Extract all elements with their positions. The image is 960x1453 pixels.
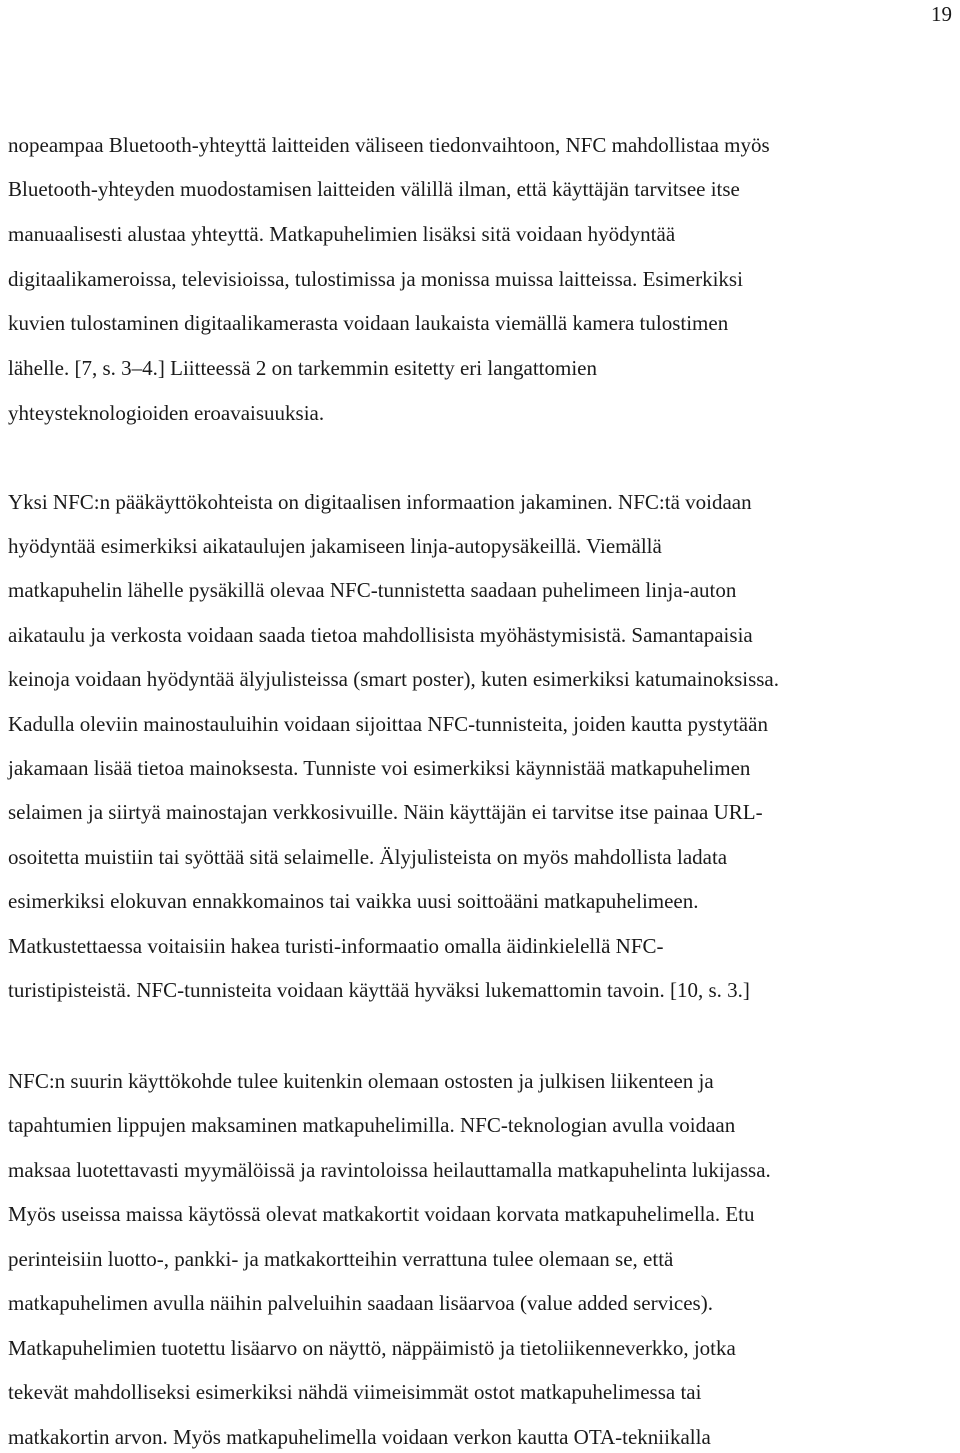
paragraph-line: manuaalisesti alustaa yhteyttä. Matkapuhelimien lisäksi sitä voidaan hyödyntää bbox=[8, 222, 676, 246]
paragraph-line: hyödyntää esimerkiksi aikataulujen jakamiseen linja-autopysäkeillä. Viemällä bbox=[8, 534, 662, 558]
paragraph-line: NFC:n suurin käyttökohde tulee kuitenkin olemaan ostosten ja julkisen liikenteen ja bbox=[8, 1069, 714, 1093]
paragraph-line: tekevät mahdolliseksi esimerkiksi nähdä viimeisimmät ostot matkapuhelimessa tai bbox=[8, 1380, 702, 1404]
paragraph-line: maksaa luotettavasti myymälöissä ja ravintoloissa heilauttamalla matkapuhelinta lukijassa. bbox=[8, 1158, 771, 1182]
paragraph-line: Yksi NFC:n pääkäyttökohteista on digitaalisen informaation jakaminen. NFC:tä voidaan bbox=[8, 490, 752, 514]
paragraph-line: keinoja voidaan hyödyntää älyjulisteissa (smart poster), kuten esimerkiksi katumainoksissa. bbox=[8, 667, 780, 691]
paragraph-line: jakamaan lisää tietoa mainoksesta. Tunniste voi esimerkiksi käynnistää matkapuhelimen bbox=[8, 756, 751, 780]
paragraph-line: Bluetooth-yhteyden muodostamisen laitteiden välillä ilman, että käyttäjän tarvitsee itse bbox=[8, 177, 740, 201]
paragraph-line: selaimen ja siirtyä mainostajan verkkosivuille. Näin käyttäjän ei tarvitse itse painaa URL- bbox=[8, 800, 763, 824]
paragraph-line: osoitetta muistiin tai syöttää sitä selaimelle. Älyjulisteista on myös mahdollista ladata bbox=[8, 845, 728, 869]
paragraph-line: digitaalikameroissa, televisioissa, tulostimissa ja monissa muissa laitteissa. Esimerkiksi bbox=[8, 267, 743, 291]
paragraph-line: Kadulla oleviin mainostauluihin voidaan sijoittaa NFC-tunnisteita, joiden kautta pystytään bbox=[8, 712, 768, 736]
paragraph-line: Matkapuhelimien tuotettu lisäarvo on näyttö, näppäimistö ja tietoliikenneverkko, jotka bbox=[8, 1336, 736, 1360]
paragraph-line: matkapuhelin lähelle pysäkillä olevaa NFC-tunnistetta saadaan puhelimeen linja-auton bbox=[8, 578, 737, 602]
paragraph-line: kuvien tulostaminen digitaalikamerasta voidaan laukaista viemällä kamera tulostimen bbox=[8, 311, 729, 335]
paragraph-line: matkakortin arvon. Myös matkapuhelimella voidaan verkon kautta OTA-tekniikalla bbox=[8, 1425, 711, 1449]
paragraph-line: esimerkiksi elokuvan ennakkomainos tai vaikka uusi soittoääni matkapuhelimeen. bbox=[8, 889, 699, 913]
paragraph-line: Matkustettaessa voitaisiin hakea turisti-informaatio omalla äidinkielellä NFC- bbox=[8, 934, 664, 958]
paragraph-line: lähelle. [7, s. 3–4.] Liitteessä 2 on tarkemmin esitetty eri langattomien bbox=[8, 356, 598, 380]
page-number: 19 bbox=[931, 2, 952, 26]
paragraph-line: turistipisteistä. NFC-tunnisteita voidaan käyttää hyväksi lukemattomin tavoin. [10, s. 3.] bbox=[8, 978, 750, 1002]
paragraph-line: perinteisiin luotto-, pankki- ja matkakortteihin verrattuna tulee olemaan se, että bbox=[8, 1247, 674, 1271]
paragraph-line: nopeampaa Bluetooth-yhteyttä laitteiden väliseen tiedonvaihtoon, NFC mahdollistaa myös bbox=[8, 133, 770, 157]
paragraph-line: yhteysteknologioiden eroavaisuuksia. bbox=[8, 401, 325, 425]
paragraph-line: tapahtumien lippujen maksaminen matkapuhelimilla. NFC-teknologian avulla voidaan bbox=[8, 1113, 736, 1137]
paragraph-line: matkapuhelimen avulla näihin palveluihin saadaan lisäarvoa (value added services). bbox=[8, 1291, 713, 1315]
paragraph-line: aikataulu ja verkosta voidaan saada tietoa mahdollisista myöhästymisistä. Samantapaisia bbox=[8, 623, 753, 647]
paragraph-line: Myös useissa maissa käytössä olevat matkakortit voidaan korvata matkapuhelimella. Etu bbox=[8, 1202, 755, 1226]
